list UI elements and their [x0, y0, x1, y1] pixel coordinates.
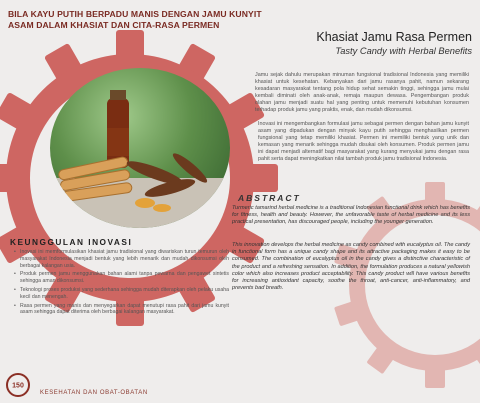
poster-headline: BILA KAYU PUTIH BERPADU MANIS DENGAN JAMU KUNYIT ASAM DALAM KHASIAT DAN CITA-RASA PERMEN — [8, 9, 262, 30]
keunggulan-list — [14, 249, 229, 318]
list-item: • Teknologi proses produksi yang sederhana sehingga mudah diterapkan oleh pelaku usaha kecil dan menengah. — [14, 287, 229, 301]
poster-subtitle: Tasty Candy with Herbal Benefits — [335, 46, 472, 56]
badge-logo-icon — [5, 372, 31, 398]
product-photo — [50, 68, 230, 228]
abstract-paragraph-1: Turmeric tamarind herbal medicine is a traditional Indonesian functional drink which has benefits for fitness, health and beauty. However, the unfavorable taste of herbal medicine and its less practical presentation, has discouraged people, including the younger generation. — [232, 205, 470, 226]
abstract-paragraph-2: This innovation develops the herbal medicine as candy combined with eucalyptus oil. The candy in functional form has a unique candy shape and its attractive packaging makes it easy to be consumed. The combination of eucalyptus oil in the candy gives a distinctive characteristic of the product and a refreshing sensation. In addition, the formulation produces a natural yellowish color which also increases product acceptability. This candy product will have various benefits for increasing antioxidant capacity, soothe the throat, anti-cancer, anti-inflammatory, and prevents bad breath. — [232, 242, 470, 292]
footer-category: KESEHATAN DAN OBAT-OBATAN — [40, 390, 148, 396]
title-block — [282, 30, 472, 57]
intro-paragraph-1: Jamu sejak dahulu merupakan minuman fungsional tradisional Indonesia yang memiliki khasiat untuk kesehatan. Kebanyakan dari jamu rasanya pahit, namun sekarang kesadaran masyarakat tentang pola hidup sehat semakin tinggi, sehingga jamu mulai kembali diminati oleh anak-anak, remaja maupun dewasa. Pengembangan produk olahan jamu menjadi suatu hal yang penting untuk memenuhi kebutuhan konsumen terhadap produk jamu yang praktis, enak, dan mudah dikonsumsi. — [255, 72, 469, 114]
intro-paragraph-2: Inovasi ini mengembangkan formulasi jamu sebagai permen dengan bahan jamu kunyit asam yang dipadukan dengan minyak kayu putih sehingga menghasilkan permen fungsional yang tetap memiliki khasiat. Permen ini memiliki bentuk yang unik dan kemasan yang menarik sehingga mudah disukai oleh konsumen. Produk permen jamu ini dapat menjadi alternatif bagi masyarakat yang kurang menyukai jamu dengan rasa pahit serta dapat meningkatkan nilai tambah produk jamu tradisional Indonesia. — [258, 121, 469, 163]
product-illustration — [50, 68, 230, 228]
logo-number: 150 — [12, 382, 24, 390]
list-item: • Inovasi ini memformulasikan khasiat jamu tradisional yang diwariskan turun temurun oleh masyarakat Indonesia menjadi bentuk yang lebih menarik dan mudah dikonsumsi oleh berbagai kalangan usia. — [14, 249, 229, 269]
list-item: • Produk permen jamu menggunakan bahan alami tanpa pewarna dan pengawet sintetis sehingga aman dikonsumsi. — [14, 271, 229, 285]
keunggulan-heading: KEUNGGULAN INOVASI — [10, 237, 133, 247]
list-item: • Rasa permen yang manis dan menyegarkan dapat menutupi rasa pahit dari jamu kunyit asam sehingga dapat diterima oleh berbagai kalangan masyarakat. — [14, 303, 229, 317]
abstract-heading: ABSTRACT — [238, 193, 301, 203]
poster-title: Khasiat Jamu Rasa Permen — [316, 30, 472, 44]
